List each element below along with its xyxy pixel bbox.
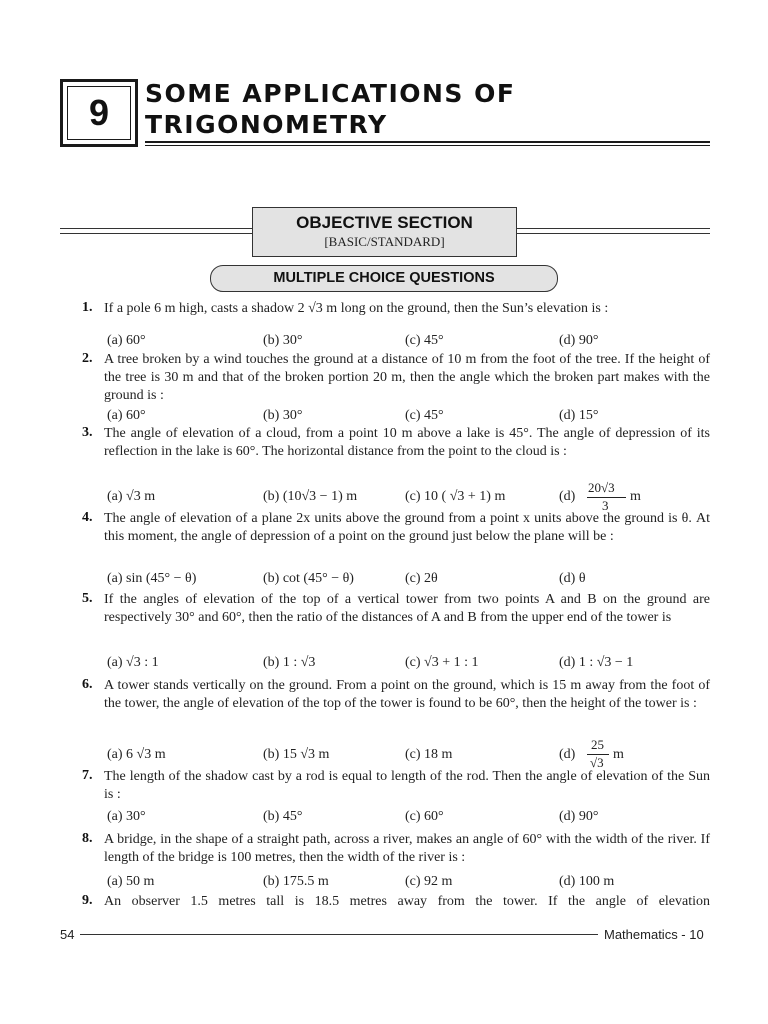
question-number: 8. xyxy=(82,831,93,846)
chapter-rule xyxy=(145,145,710,146)
page-number: 54 xyxy=(60,927,75,942)
option-c: (c) 18 m xyxy=(405,747,453,762)
question-number: 5. xyxy=(82,591,93,606)
question-number: 6. xyxy=(82,677,93,692)
section-subtitle: [BASIC/STANDARD] xyxy=(324,234,445,249)
question-number: 7. xyxy=(82,768,93,783)
question-number: 3. xyxy=(82,425,93,440)
option-a: (a) √3 : 1 xyxy=(107,655,159,670)
question-text: A tower stands vertically on the ground. From a point on the ground, which is 15 m away from the foot of the tower, the angle of elevation of the top of the tower is found to be 60°, then the height of the tower is : xyxy=(104,678,710,711)
section-heading-box xyxy=(252,207,517,257)
option-d: (d) xyxy=(559,489,576,504)
option-b: (b) cot (45° − θ) xyxy=(263,571,354,586)
question-text: The angle of elevation of a cloud, from a point 10 m above a lake is 45°. The angle of depression of its reflection in the lake is 60°. The horizontal distance from the point to the cloud is : xyxy=(104,426,710,459)
fraction-numerator: 20√3 xyxy=(588,480,615,495)
option-b: (b) 30° xyxy=(263,408,303,423)
section-rule-left xyxy=(60,233,252,234)
option-b: (b) (10√3 − 1) m xyxy=(263,489,358,504)
fraction-unit: m xyxy=(613,747,624,762)
section-rule-right xyxy=(517,228,710,229)
fraction-unit: m xyxy=(630,489,641,504)
option-b: (b) 175.5 m xyxy=(263,874,329,889)
chapter-title-line1: SOME APPLICATIONS OF xyxy=(145,79,516,108)
question-number: 9. xyxy=(82,893,93,908)
footer-rule xyxy=(80,934,598,935)
option-c: (c) √3 + 1 : 1 xyxy=(405,655,479,670)
option-c: (c) 10 ( √3 + 1) m xyxy=(405,489,506,504)
section-rule-right xyxy=(517,233,710,234)
subsection-heading: MULTIPLE CHOICE QUESTIONS xyxy=(210,265,558,292)
fraction-denominator: √3 xyxy=(590,755,604,770)
question-number: 2. xyxy=(82,351,93,366)
option-d: (d) 15° xyxy=(559,408,599,423)
option-c: (c) 45° xyxy=(405,408,444,423)
option-a: (a) sin (45° − θ) xyxy=(107,571,197,586)
option-a: (a) 6 √3 m xyxy=(107,747,166,762)
option-c: (c) 2θ xyxy=(405,571,438,586)
option-c: (c) 92 m xyxy=(405,874,453,889)
option-a: (a) 60° xyxy=(107,333,146,348)
option-d: (d) θ xyxy=(559,571,586,586)
footer-subject: Mathematics - 10 xyxy=(604,927,704,942)
option-d: (d) 100 m xyxy=(559,874,615,889)
chapter-title xyxy=(145,78,710,140)
option-b: (b) 45° xyxy=(263,809,303,824)
question-text: If a pole 6 m high, casts a shadow 2 √3 m long on the ground, then the Sun’s elevation is : xyxy=(104,301,609,316)
option-d: (d) 90° xyxy=(559,809,599,824)
fraction-numerator: 25 xyxy=(591,737,604,752)
option-d: (d) 90° xyxy=(559,333,599,348)
fraction-denominator: 3 xyxy=(602,498,609,513)
question-text: The length of the shadow cast by a rod is equal to length of the rod. Then the angle of elevation of the Sun is : xyxy=(104,769,710,802)
chapter-title-line2: TRIGONOMETRY xyxy=(145,110,388,139)
option-c: (c) 45° xyxy=(405,333,444,348)
section-rule-left xyxy=(60,228,252,229)
question-text: A tree broken by a wind touches the ground at a distance of 10 m from the foot of the tree. If the height of the tree is 30 m and that of the broken portion 20 m, then the angle which the broken part makes with the ground is : xyxy=(104,352,710,403)
option-c: (c) 60° xyxy=(405,809,444,824)
question-text: An observer 1.5 metres tall is 18.5 metres away from the tower. If the angle of elevation xyxy=(104,894,710,909)
chapter-number-box xyxy=(60,79,138,147)
chapter-rule xyxy=(145,141,710,143)
option-a: (a) √3 m xyxy=(107,489,156,504)
option-a: (a) 60° xyxy=(107,408,146,423)
option-b: (b) 1 : √3 xyxy=(263,655,316,670)
question-text: If the angles of elevation of the top of a vertical tower from two points A and B on the ground are respectively 30° and 60°, then the ratio of the distances of A and B from the upper end of the tower is xyxy=(104,592,710,625)
chapter-number: 9 xyxy=(67,86,131,140)
question-number: 4. xyxy=(82,510,93,525)
option-d: (d) 1 : √3 − 1 xyxy=(559,655,634,670)
option-d: (d) xyxy=(559,747,576,762)
option-a: (a) 30° xyxy=(107,809,146,824)
question-text: The angle of elevation of a plane 2x units above the ground from a point x units above the ground is θ. At this moment, the angle of depression of a point on the ground just below the plane will be : xyxy=(104,511,710,544)
question-number: 1. xyxy=(82,300,93,315)
question-text: A bridge, in the shape of a straight path, across a river, makes an angle of 60° with the width of the river. If length of the bridge is 100 metres, then the width of the river is : xyxy=(104,832,710,865)
section-title: OBJECTIVE SECTION xyxy=(296,213,473,232)
option-b: (b) 15 √3 m xyxy=(263,747,330,762)
option-b: (b) 30° xyxy=(263,333,303,348)
option-a: (a) 50 m xyxy=(107,874,155,889)
